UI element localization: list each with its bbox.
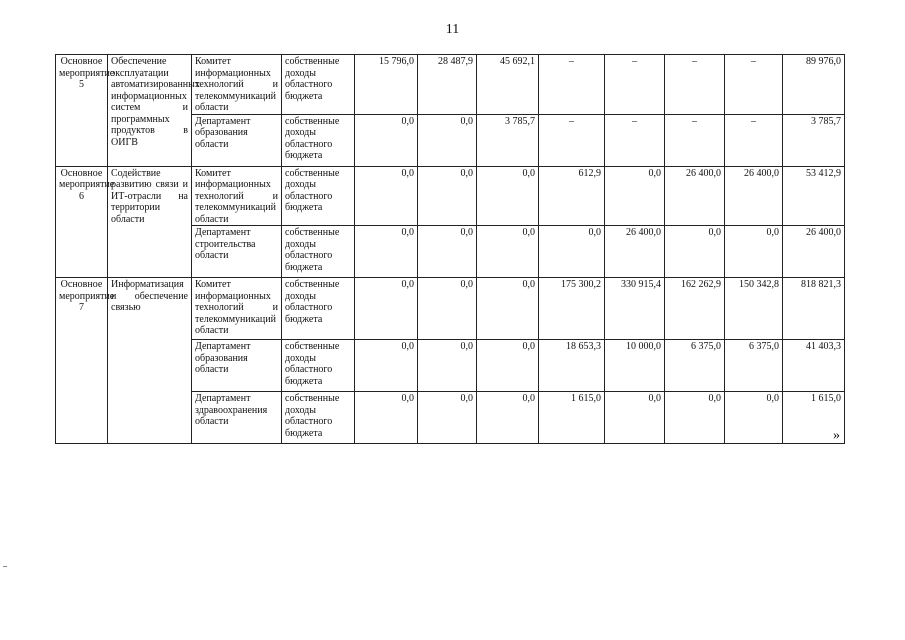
source-cell: собственные доходы областного бюджета <box>282 278 355 340</box>
value-cell: 0,0 <box>355 278 418 340</box>
description-cell: Содействие развитию связи и ИТ-отрасли на территории области <box>108 166 192 278</box>
value-cell: 0,0 <box>605 392 665 444</box>
source-cell: собственные доходы областного бюджета <box>282 114 355 166</box>
value-cell: 0,0 <box>418 166 477 226</box>
value-cell: 0,0 <box>355 226 418 278</box>
closing-quote: » <box>833 428 840 443</box>
value-cell: 15 796,0 <box>355 55 418 115</box>
value-cell: 41 403,3 <box>783 340 845 392</box>
value-cell: 3 785,7 <box>783 114 845 166</box>
value-cell: 0,0 <box>539 226 605 278</box>
value-cell: 0,0 <box>418 226 477 278</box>
value-cell: – <box>725 114 783 166</box>
event-cell: Основное мероприятие 5 <box>56 55 108 167</box>
value-cell: 26 400,0 <box>605 226 665 278</box>
description-cell: Обеспечение эксплуатации автоматизированных информационных систем и программных продуктов в ОИГВ <box>108 55 192 167</box>
value-cell: 0,0 <box>605 166 665 226</box>
value-cell: 0,0 <box>418 278 477 340</box>
scan-mark <box>3 566 7 567</box>
value-cell: 0,0 <box>355 340 418 392</box>
value-cell: 3 785,7 <box>477 114 539 166</box>
value-cell: 26 400,0 <box>783 226 845 278</box>
event-cell: Основное мероприятие 7 <box>56 278 108 444</box>
value-cell: 175 300,2 <box>539 278 605 340</box>
value-cell: 89 976,0 <box>783 55 845 115</box>
value-cell: 6 375,0 <box>725 340 783 392</box>
value-cell: 0,0 <box>477 166 539 226</box>
value-cell: – <box>605 55 665 115</box>
value-cell: 0,0 <box>725 226 783 278</box>
table-row <box>56 278 845 340</box>
page-number: 11 <box>445 22 460 37</box>
value-cell: 0,0 <box>418 392 477 444</box>
value-cell: 26 400,0 <box>665 166 725 226</box>
executor-cell: Комитет информационных технологий и телекоммуникаций области <box>192 166 282 226</box>
value-cell: 0,0 <box>355 392 418 444</box>
budget-table <box>55 54 845 444</box>
event-cell: Основное мероприятие 6 <box>56 166 108 278</box>
value-cell: 612,9 <box>539 166 605 226</box>
executor-cell: Комитет информационных технологий и телекоммуникаций области <box>192 55 282 115</box>
value-cell: 0,0 <box>418 114 477 166</box>
value-cell: 0,0 <box>355 166 418 226</box>
value-cell: 0,0 <box>477 278 539 340</box>
value-cell: 6 375,0 <box>665 340 725 392</box>
source-cell: собственные доходы областного бюджета <box>282 392 355 444</box>
source-cell: собственные доходы областного бюджета <box>282 226 355 278</box>
value-cell: 28 487,9 <box>418 55 477 115</box>
value-cell: 18 653,3 <box>539 340 605 392</box>
value-cell: – <box>665 114 725 166</box>
value-cell: 0,0 <box>477 340 539 392</box>
value-cell: 150 342,8 <box>725 278 783 340</box>
executor-cell: Департамент здравоохранения области <box>192 392 282 444</box>
value-cell: 26 400,0 <box>725 166 783 226</box>
value-cell: 162 262,9 <box>665 278 725 340</box>
value-cell: 1 615,0 <box>539 392 605 444</box>
executor-cell: Департамент строительства области <box>192 226 282 278</box>
value-cell: 818 821,3 <box>783 278 845 340</box>
description-cell: Информатизация и обеспечение связью <box>108 278 192 444</box>
value-cell: 1 615,0 <box>783 392 845 444</box>
value-cell: 0,0 <box>665 392 725 444</box>
value-cell: 330 915,4 <box>605 278 665 340</box>
value-cell: 0,0 <box>477 226 539 278</box>
executor-cell: Департамент образования области <box>192 114 282 166</box>
table-row <box>56 55 845 115</box>
value-cell: 53 412,9 <box>783 166 845 226</box>
value-cell: – <box>605 114 665 166</box>
source-cell: собственные доходы областного бюджета <box>282 166 355 226</box>
value-cell: 0,0 <box>418 340 477 392</box>
executor-cell: Комитет информационных технологий и телекоммуникаций области <box>192 278 282 340</box>
table-row <box>56 166 845 226</box>
source-cell: собственные доходы областного бюджета <box>282 340 355 392</box>
value-cell: – <box>665 55 725 115</box>
value-cell: 10 000,0 <box>605 340 665 392</box>
value-cell: 0,0 <box>477 392 539 444</box>
executor-cell: Департамент образования области <box>192 340 282 392</box>
value-cell: 0,0 <box>665 226 725 278</box>
value-cell: 0,0 <box>355 114 418 166</box>
value-cell: – <box>539 55 605 115</box>
value-cell: 45 692,1 <box>477 55 539 115</box>
value-cell: – <box>539 114 605 166</box>
source-cell: собственные доходы областного бюджета <box>282 55 355 115</box>
value-cell: 0,0 <box>725 392 783 444</box>
value-cell: – <box>725 55 783 115</box>
